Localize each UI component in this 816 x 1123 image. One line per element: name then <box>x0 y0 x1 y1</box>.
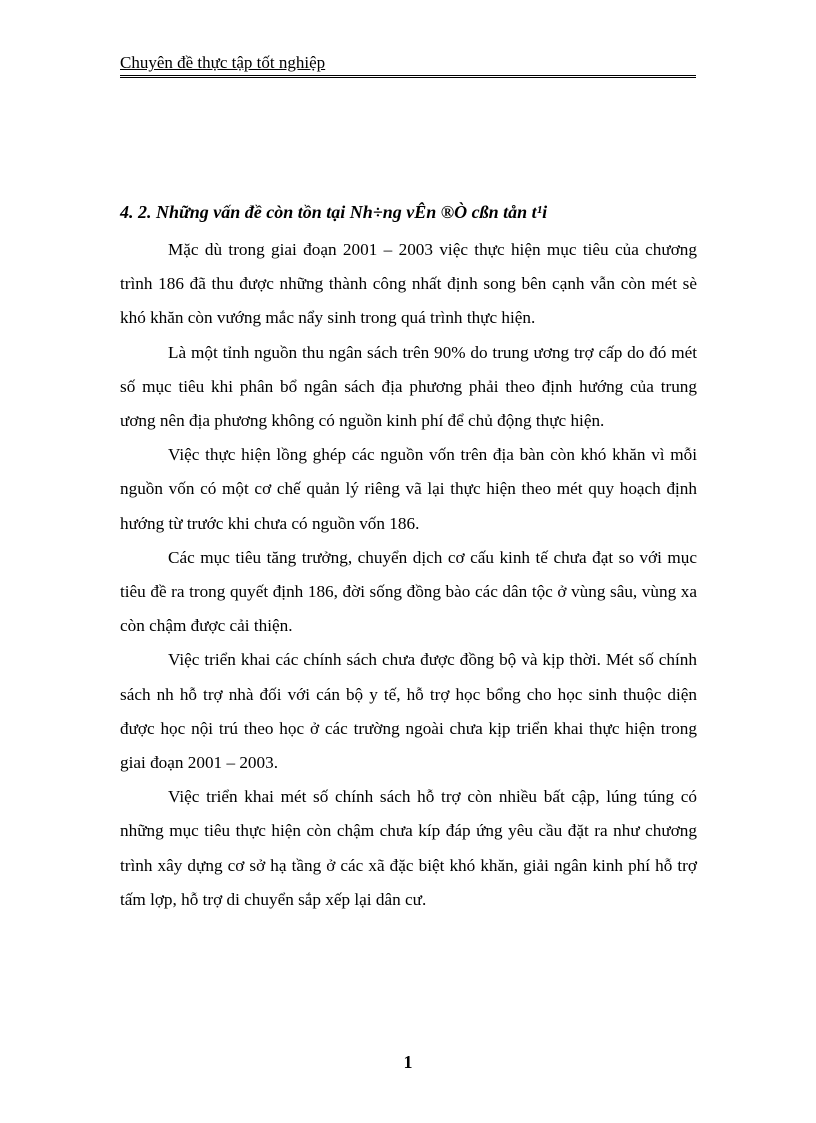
paragraph: Là một tỉnh nguồn thu ngân sách trên 90% do trung ương trợ cấp do đó mét số mục tiêu khi phân bổ ngân sách địa phương phải theo định hướng của trung ương nên địa phương không có nguồn kinh phí để chủ động thực hiện. <box>120 342 697 431</box>
page-number: 1 <box>403 1052 413 1072</box>
paragraph: Các mục tiêu tăng trưởng, chuyển dịch cơ cấu kinh tế chưa đạt so với mục tiêu đề ra trong quyết định 186, đời sống đồng bào các dân tộc ở vùng sâu, vùng xa còn chậm được cải thiện. <box>120 547 697 636</box>
paragraph: Việc thực hiện lồng ghép các nguồn vốn trên địa bàn còn khó khăn vì mỗi nguồn vốn có một cơ chế quản lý riêng vã lại thực hiện theo mét quy hoạch định hướng từ trước khi chưa có nguồn vốn 186. <box>120 445 697 533</box>
header-title: Chuyên đề thực tập tốt nghiệp <box>120 53 326 72</box>
paragraph: Việc triển khai mét số chính sách hỗ trợ còn nhiều bất cập, lúng túng có những mục tiêu thực hiện còn chậm chưa kíp đáp ứng yêu cầu đặt ra như chương trình xây dựng cơ sở hạ tầng ở các xã đặc biệt khó khăn, giải ngân kinh phí hỗ trợ tấm lợp, hỗ trợ di chuyển sắp xếp lại dân cư. <box>120 787 697 909</box>
section-heading: 4. 2. Những vấn đề còn tồn tại Nh÷ng vÊn ®Ò cßn tån t¹i <box>120 202 548 222</box>
paragraph: Mặc dù trong giai đoạn 2001 – 2003 việc thực hiện mục tiêu của chương trình 186 đã thu được những thành công nhất định song bên cạnh vẫn còn mét sè khó khăn còn vướng mắc nẩy sinh trong quá trình thực hiện. <box>120 240 697 328</box>
document-body <box>120 233 697 917</box>
paragraph: Việc triển khai các chính sách chưa được đồng bộ và kịp thời. Mét số chính sách nh hỗ trợ nhà đối với cán bộ y tế, hỗ trợ học bổng cho học sinh thuộc diện được học nội trú theo học ở các trường ngoài chưa kịp triển khai thực hiện trong giai đoạn 2001 – 2003. <box>120 650 697 773</box>
page-header <box>120 53 696 78</box>
